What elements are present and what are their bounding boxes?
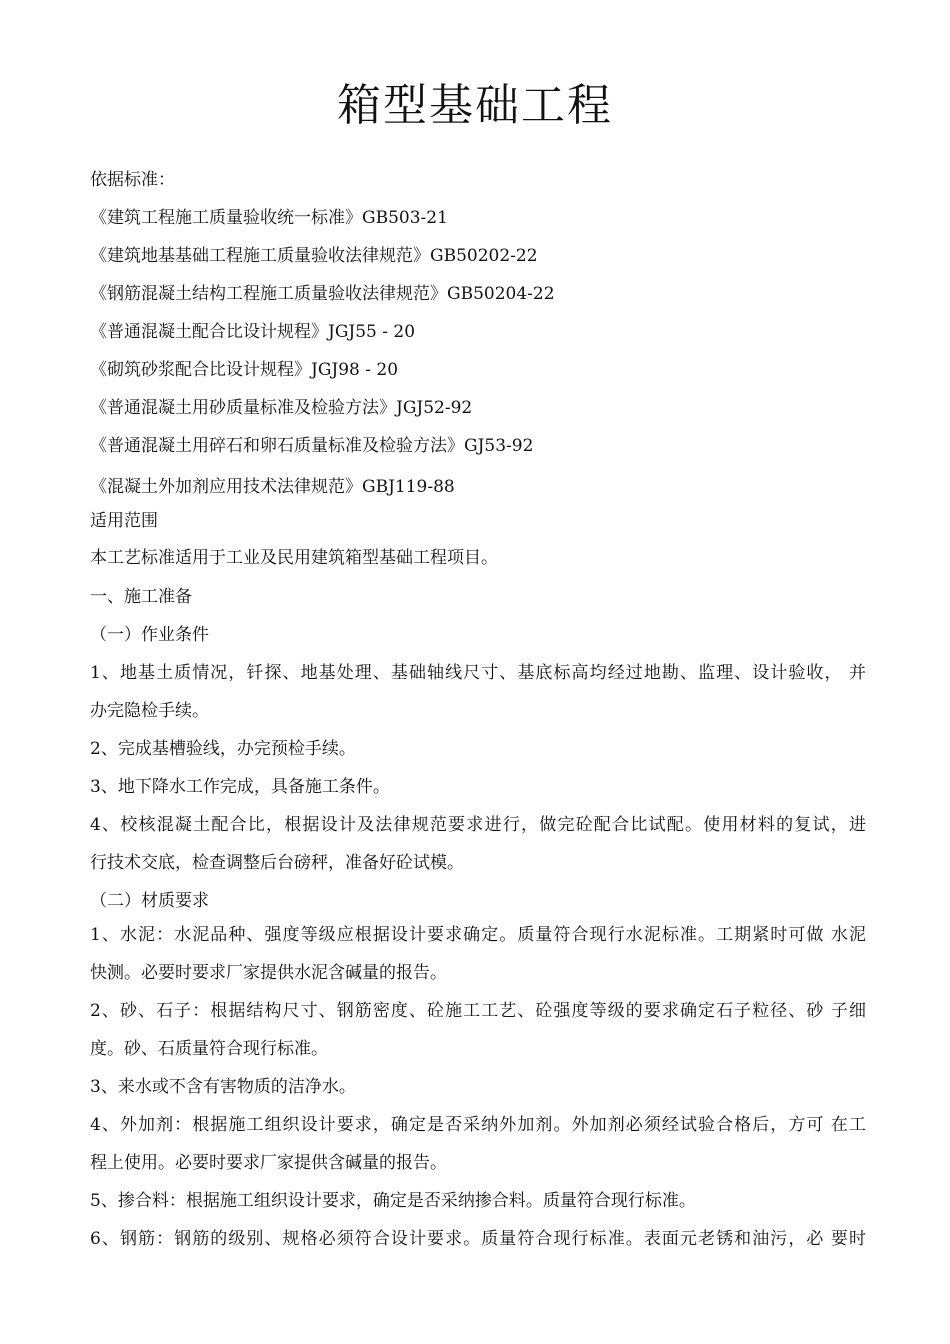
material-item: 6、钢筋：钢筋的级别、规格必须符合设计要求。质量符合现行标准。表面元老锈和油污，必 要时 — [90, 1229, 866, 1249]
standard-item: 《混凝土外加剂应用技术法律规范》GBJ119-88 — [90, 477, 455, 497]
condition-item: 1、地基土质情况，钎探、地基处理、基础轴线尺寸、基底标高均经过地勘、监理、设计验收， 并 — [90, 663, 866, 683]
material-item: 5、掺合料：根据施工组织设计要求，确定是否采纳掺合料。质量符合现行标准。 — [90, 1191, 696, 1211]
material-item: 4、外加剂：根据施工组织设计要求，确定是否采纳外加剂。外加剂必须经试验合格后，方可 在工 — [90, 1115, 866, 1135]
standard-item: 《普通混凝土用碎石和卵石质量标准及检验方法》GJ53-92 — [90, 436, 534, 456]
section-heading: 一、施工准备 — [90, 587, 192, 607]
standard-item: 《普通混凝土用砂质量标准及检验方法》JGJ52-92 — [90, 398, 473, 418]
condition-item-continued: 行技术交底，检查调整后台磅秤，准备好砼试模。 — [90, 853, 464, 873]
condition-item: 2、完成基槽验线，办完预检手续。 — [90, 739, 356, 759]
subsection-heading: （一）作业条件 — [90, 625, 209, 645]
condition-item: 4、校核混凝土配合比，根据设计及法律规范要求进行，做完砼配合比试配。使用材料的复试，进 — [90, 815, 866, 835]
standard-item: 《普通混凝土配合比设计规程》JGJ55 - 20 — [90, 322, 416, 342]
standard-item: 《建筑地基基础工程施工质量验收法律规范》GB50202-22 — [90, 246, 538, 266]
basis-label: 依据标准： — [90, 170, 175, 190]
material-item-continued: 程上使用。必要时要求厂家提供含碱量的报告。 — [90, 1153, 447, 1173]
subsection-heading: （二）材质要求 — [90, 891, 209, 911]
material-item: 3、来水或不含有害物质的洁净水。 — [90, 1077, 356, 1097]
material-item: 1、水泥：水泥品种、强度等级应根据设计要求确定。质量符合现行水泥标准。工期紧时可做 水泥 — [90, 925, 866, 945]
scope-text: 本工艺标准适用于工业及民用建筑箱型基础工程项目。 — [90, 548, 498, 568]
material-item-continued: 度。砂、石质量符合现行标准。 — [90, 1039, 328, 1059]
standard-item: 《建筑工程施工质量验收统一标准》GB503-21 — [90, 208, 448, 228]
material-item-continued: 快测。必要时要求厂家提供水泥含碱量的报告。 — [90, 963, 447, 983]
scope-heading: 适用范围 — [90, 511, 158, 531]
material-item: 2、砂、石子：根据结构尺寸、钢筋密度、砼施工工艺、砼强度等级的要求确定石子粒径、砂 子细 — [90, 1001, 866, 1021]
condition-item: 3、地下降水工作完成，具备施工条件。 — [90, 777, 390, 797]
page-title: 箱型基础工程 — [337, 80, 613, 131]
condition-item-continued: 办完隐检手续。 — [90, 701, 209, 721]
standard-item: 《砌筑砂浆配合比设计规程》JGJ98 - 20 — [90, 360, 399, 380]
standard-item: 《钢筋混凝土结构工程施工质量验收法律规范》GB50204-22 — [90, 284, 555, 304]
